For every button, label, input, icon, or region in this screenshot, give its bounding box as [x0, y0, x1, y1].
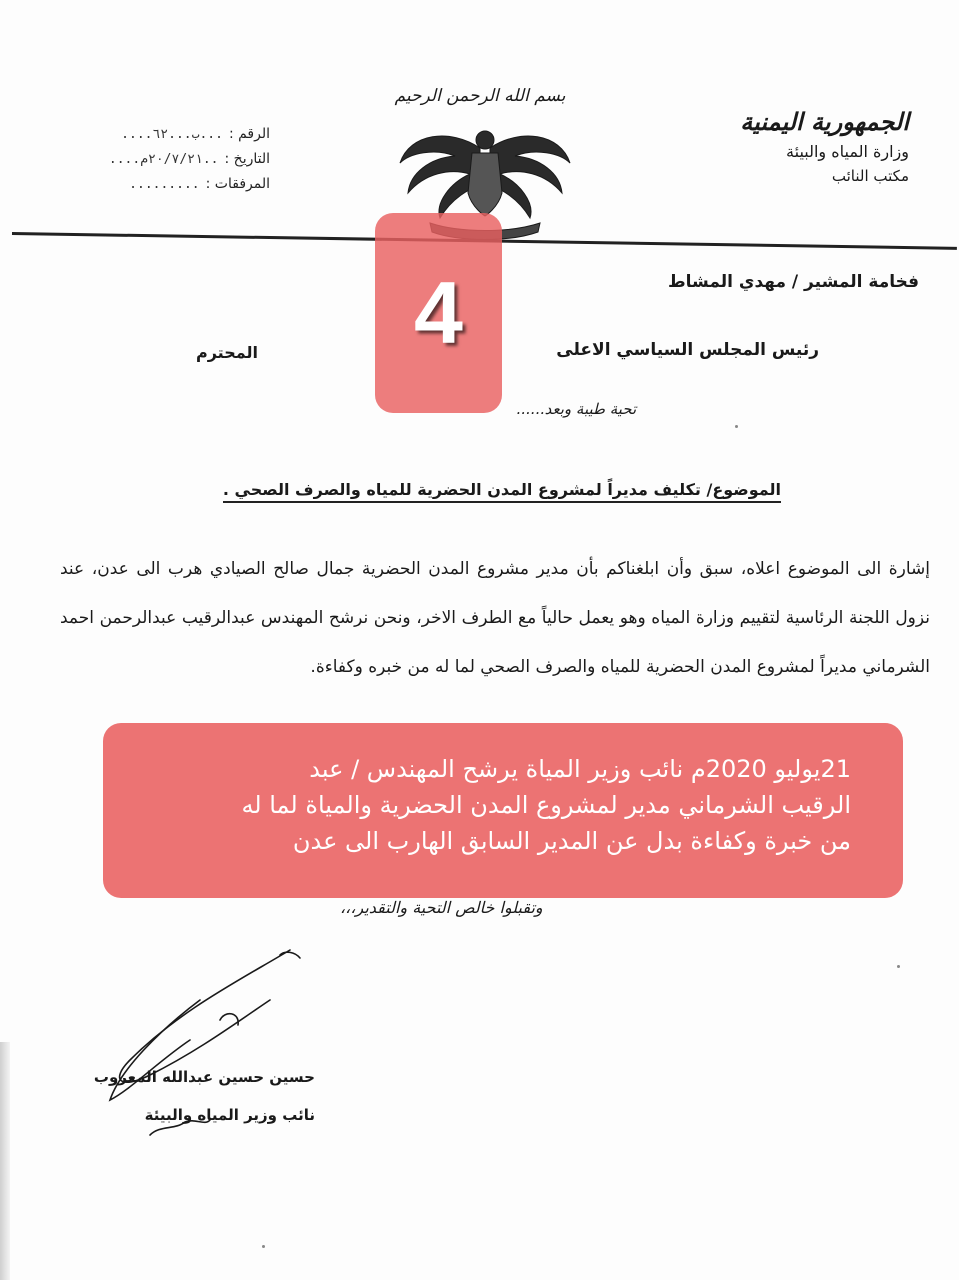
signer-block — [60, 1058, 315, 1134]
office-name: مكتب النائب — [831, 167, 909, 185]
addressee: فخامة المشير / مهدي المشاط — [668, 272, 919, 292]
reference-number-label: الرقم : — [228, 126, 270, 142]
number-badge — [375, 213, 502, 413]
reference-number-row — [20, 122, 270, 147]
closing-line: وتقبلوا خالص التحية والتقدير،،، — [340, 898, 543, 917]
caption-box — [103, 723, 903, 898]
scan-speck — [897, 965, 900, 968]
subject-line: الموضوع/ تكليف مديراً لمشروع المدن الحضرية للمياه والصرف الصحي . — [223, 480, 781, 503]
scan-speck — [735, 425, 738, 428]
date-value: ..٢٠/٧/٢١م.... — [108, 152, 219, 167]
scan-speck — [262, 1245, 265, 1248]
ministry-name: وزارة المياه والبيئة — [786, 142, 909, 161]
attachments-label: المرفقات : — [205, 176, 270, 192]
signer-title: نائب وزير المياه والبيئة — [144, 1106, 315, 1124]
reference-block — [20, 122, 270, 197]
caption-line-3: من خبرة وكفاءة بدل عن المدير السابق الهارب الى عدن — [292, 827, 851, 855]
basmala: بسم الله الرحمن الرحيم — [394, 86, 566, 106]
attachments-row — [20, 172, 270, 197]
letter-body: إشارة الى الموضوع اعلاه، سبق وأن ابلغناكم بأن مدير مشروع المدن الحضرية جمال صالح الصيادي هرب الى عدن، عند نزول اللجنة الرئاسية لتقييم وزارة المياه وهو يعمل حالياً مع الطرف الاخر، ونحن نرشح المهندس عبدالرقيب عبدالرحمن احمد الشرماني مديراً لمشروع المدن الحضرية للمياه والصرف الصحي لما له من خبره وكفاءة. — [60, 559, 930, 677]
date-label: التاريخ : — [224, 151, 270, 167]
respected-word: المحترم — [196, 343, 258, 362]
date-row — [20, 147, 270, 172]
caption-line-2: الرقيب الشرماني مدير لمشروع المدن الحضرية والمياة لما له — [241, 791, 851, 819]
caption-line-1: 21يوليو 2020م نائب وزير المياة يرشح المهندس / عبد — [309, 755, 851, 783]
greeting: تحية طيبة وبعد...... — [516, 400, 637, 418]
reference-number-value: ...ب...٦٢.... — [121, 127, 223, 142]
signer-name: حسين حسين عبدالله المعروب — [93, 1068, 315, 1086]
country-name: الجمهورية اليمنية — [740, 107, 909, 136]
page-edge-shadow — [0, 1042, 10, 1280]
attachments-value: ......... — [129, 177, 200, 192]
addressee-title: رئيس المجلس السياسي الاعلى — [556, 340, 819, 360]
letterhead-right — [679, 105, 909, 187]
number-badge-text: 4 — [414, 263, 463, 362]
